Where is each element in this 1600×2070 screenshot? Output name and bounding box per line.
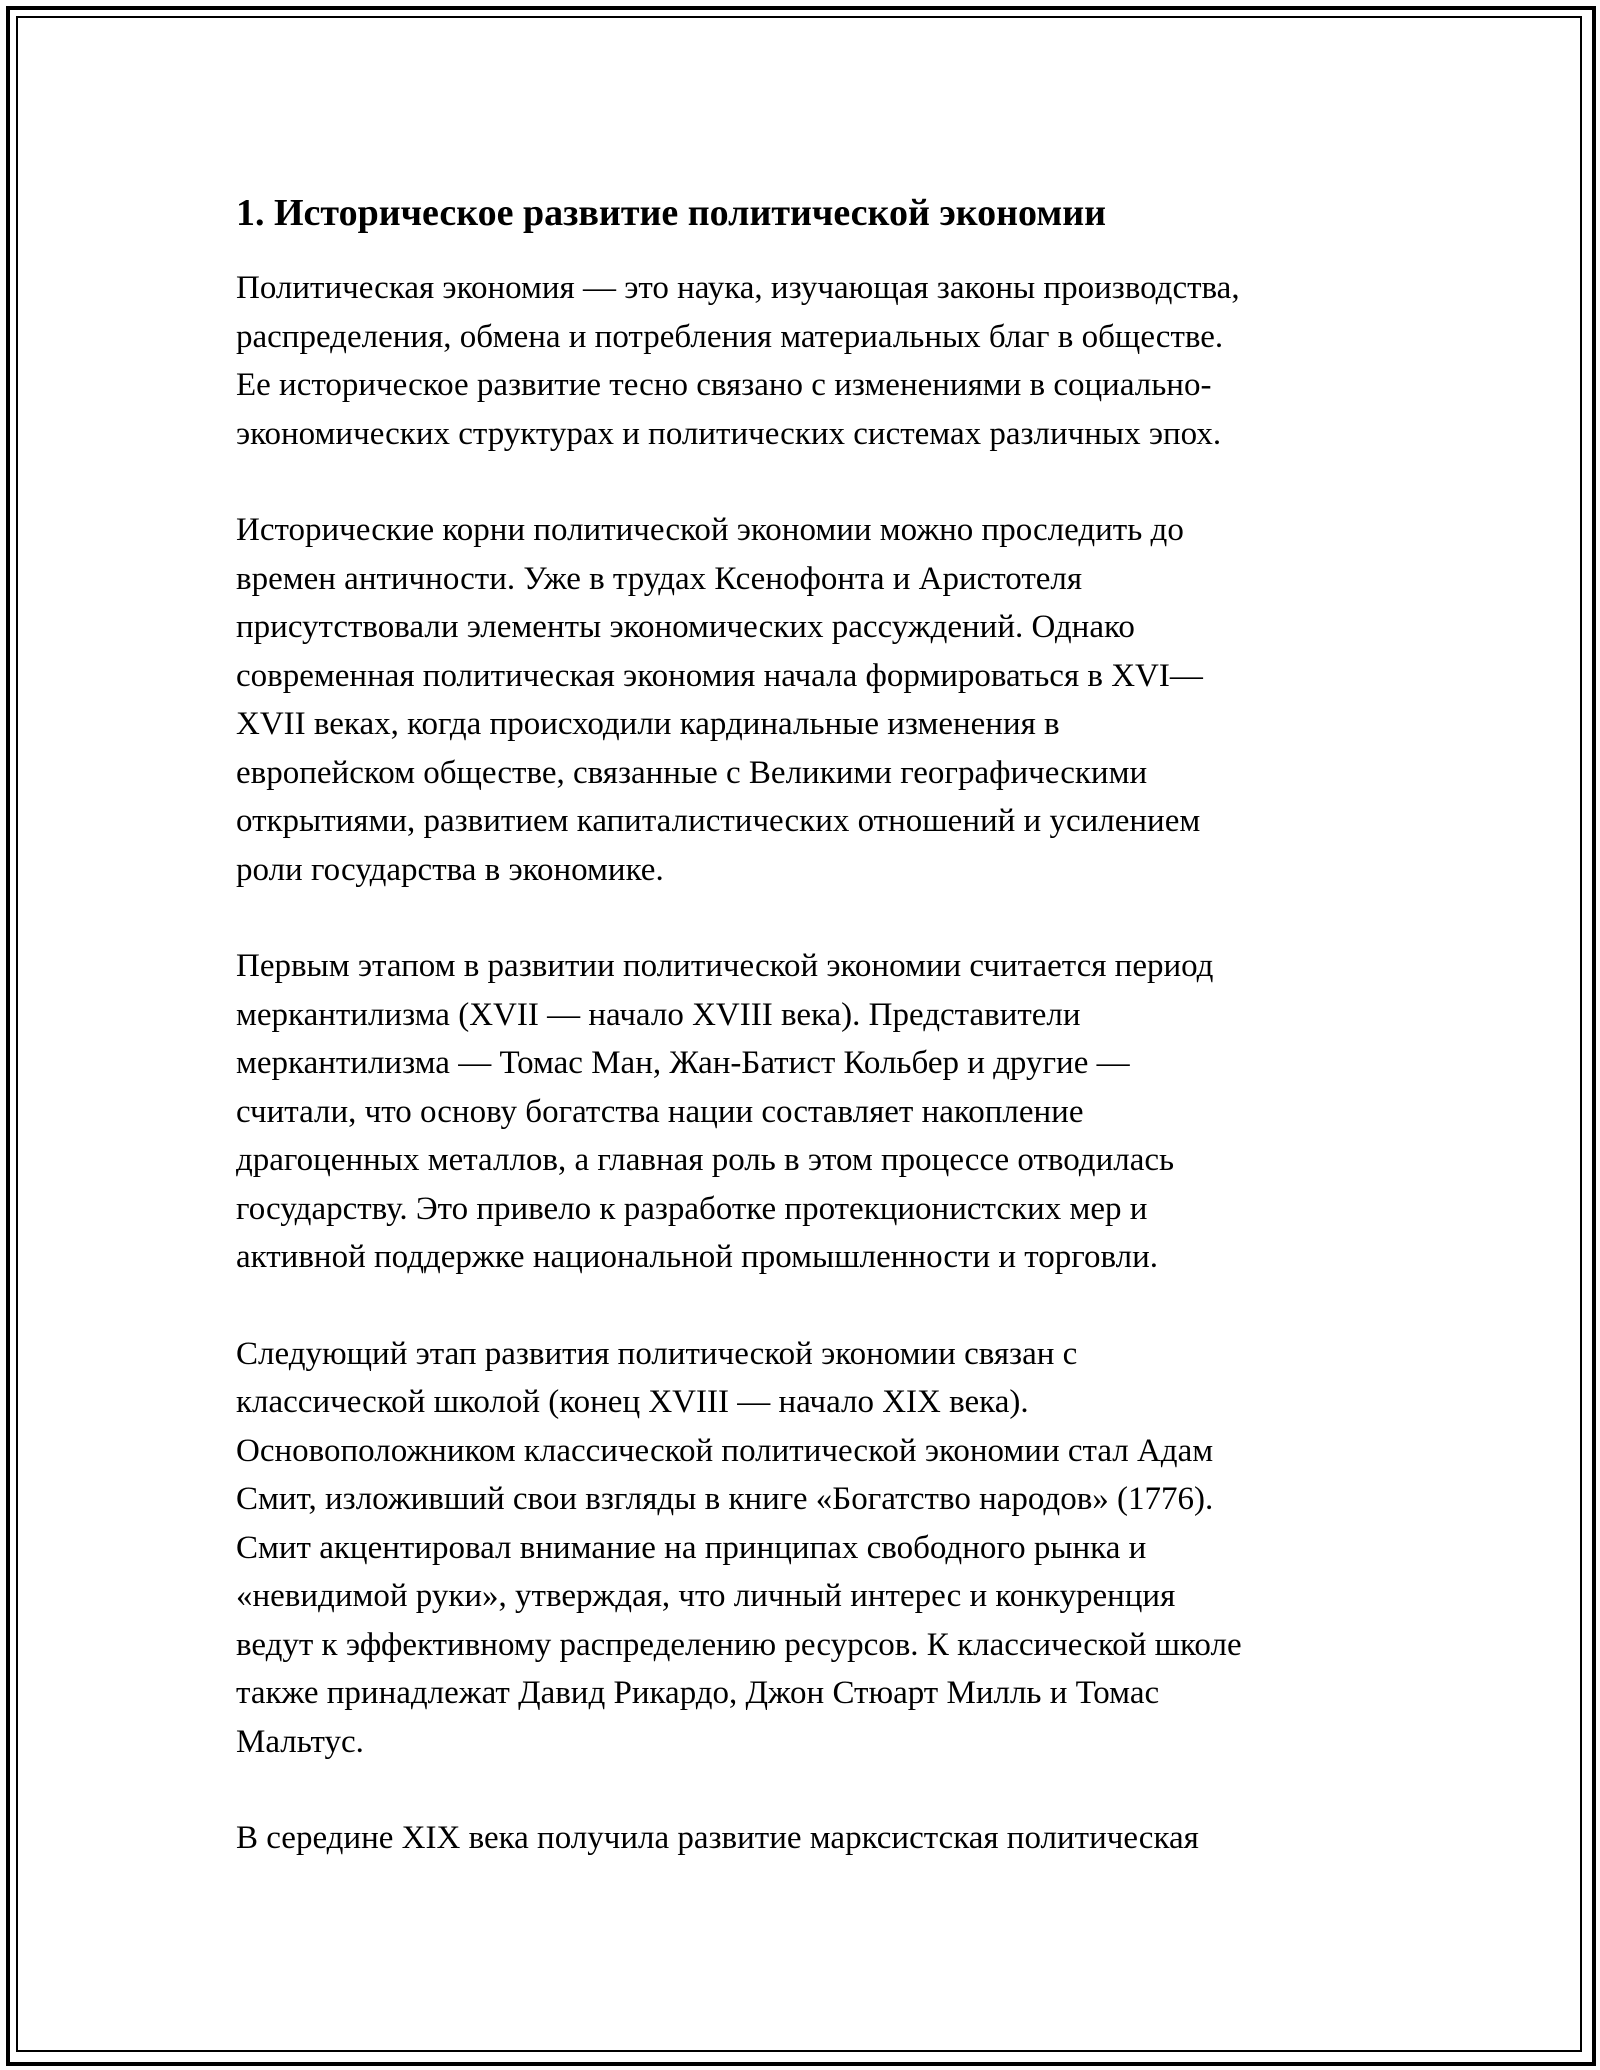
paragraph <box>236 264 1376 458</box>
text-line: современная политическая экономия начала формироваться в XVI— <box>236 657 1203 694</box>
text-line: Смит акцентировал внимание на принципах свободного рынка и <box>236 1529 1147 1566</box>
text-line: классической школой (конец XVIII — начало XIX века). <box>236 1384 1029 1420</box>
paragraph <box>236 506 1376 894</box>
text-line: В середине XIX века получила развитие марксистская политическая <box>236 1820 1199 1856</box>
text-line: «невидимой руки», утверждая, что личный интерес и конкуренция <box>236 1578 1176 1614</box>
text-line: времен античности. Уже в трудах Ксенофонта и Аристотеля <box>236 560 1083 597</box>
text-line: роли государства в экономике. <box>236 851 664 888</box>
paragraph <box>236 1814 1376 1863</box>
section-heading: 1. Историческое развитие политической экономии <box>236 192 1106 234</box>
document-page <box>236 188 1376 1911</box>
text-line: Мальтус. <box>236 1723 364 1760</box>
text-line: XVII веках, когда происходили кардинальные изменения в <box>236 706 1060 742</box>
text-line: Следующий этап развития политической экономии связан с <box>236 1335 1078 1372</box>
text-line: экономических структурах и политических системах различных эпох. <box>236 415 1222 452</box>
text-line: также принадлежат Давид Рикардо, Джон Стюарт Милль и Томас <box>236 1675 1160 1711</box>
text-line: европейском обществе, связанные с Великими географическими <box>236 754 1148 791</box>
text-line: считали, что основу богатства нации составляет накопление <box>236 1093 1084 1130</box>
paragraph <box>236 1330 1376 1767</box>
text-line: Первым этапом в развитии политической экономии считается период <box>236 948 1214 984</box>
text-line: ведут к эффективному распределению ресурсов. К классической школе <box>236 1626 1242 1663</box>
text-line: распределения, обмена и потребления материальных благ в обществе. <box>236 318 1224 355</box>
text-line: Смит, изложивший свои взгляды в книге «Богатство народов» (1776). <box>236 1481 1214 1517</box>
text-line: государству. Это привело к разработке протекционистских мер и <box>236 1190 1148 1227</box>
paragraph <box>236 942 1376 1282</box>
text-line: Политическая экономия — это наука, изучающая законы производства, <box>236 270 1240 306</box>
text-line: меркантилизма — Томас Ман, Жан-Батист Кольбер и другие — <box>236 1045 1130 1081</box>
text-line: Ее историческое развитие тесно связано с изменениями в социально- <box>236 367 1212 403</box>
body-text <box>236 264 1376 1863</box>
text-line: присутствовали элементы экономических рассуждений. Однако <box>236 609 1135 645</box>
text-line: активной поддержке национальной промышленности и торговли. <box>236 1239 1159 1275</box>
text-line: открытиями, развитием капиталистических отношений и усилением <box>236 803 1201 839</box>
text-line: меркантилизма (XVII — начало XVIII века). Представители <box>236 996 1081 1033</box>
text-line: драгоценных металлов, а главная роль в этом процессе отводилась <box>236 1142 1175 1178</box>
text-line: Основоположником классической политической экономии стал Адам <box>236 1432 1214 1469</box>
text-line: Исторические корни политической экономии можно проследить до <box>236 512 1184 548</box>
